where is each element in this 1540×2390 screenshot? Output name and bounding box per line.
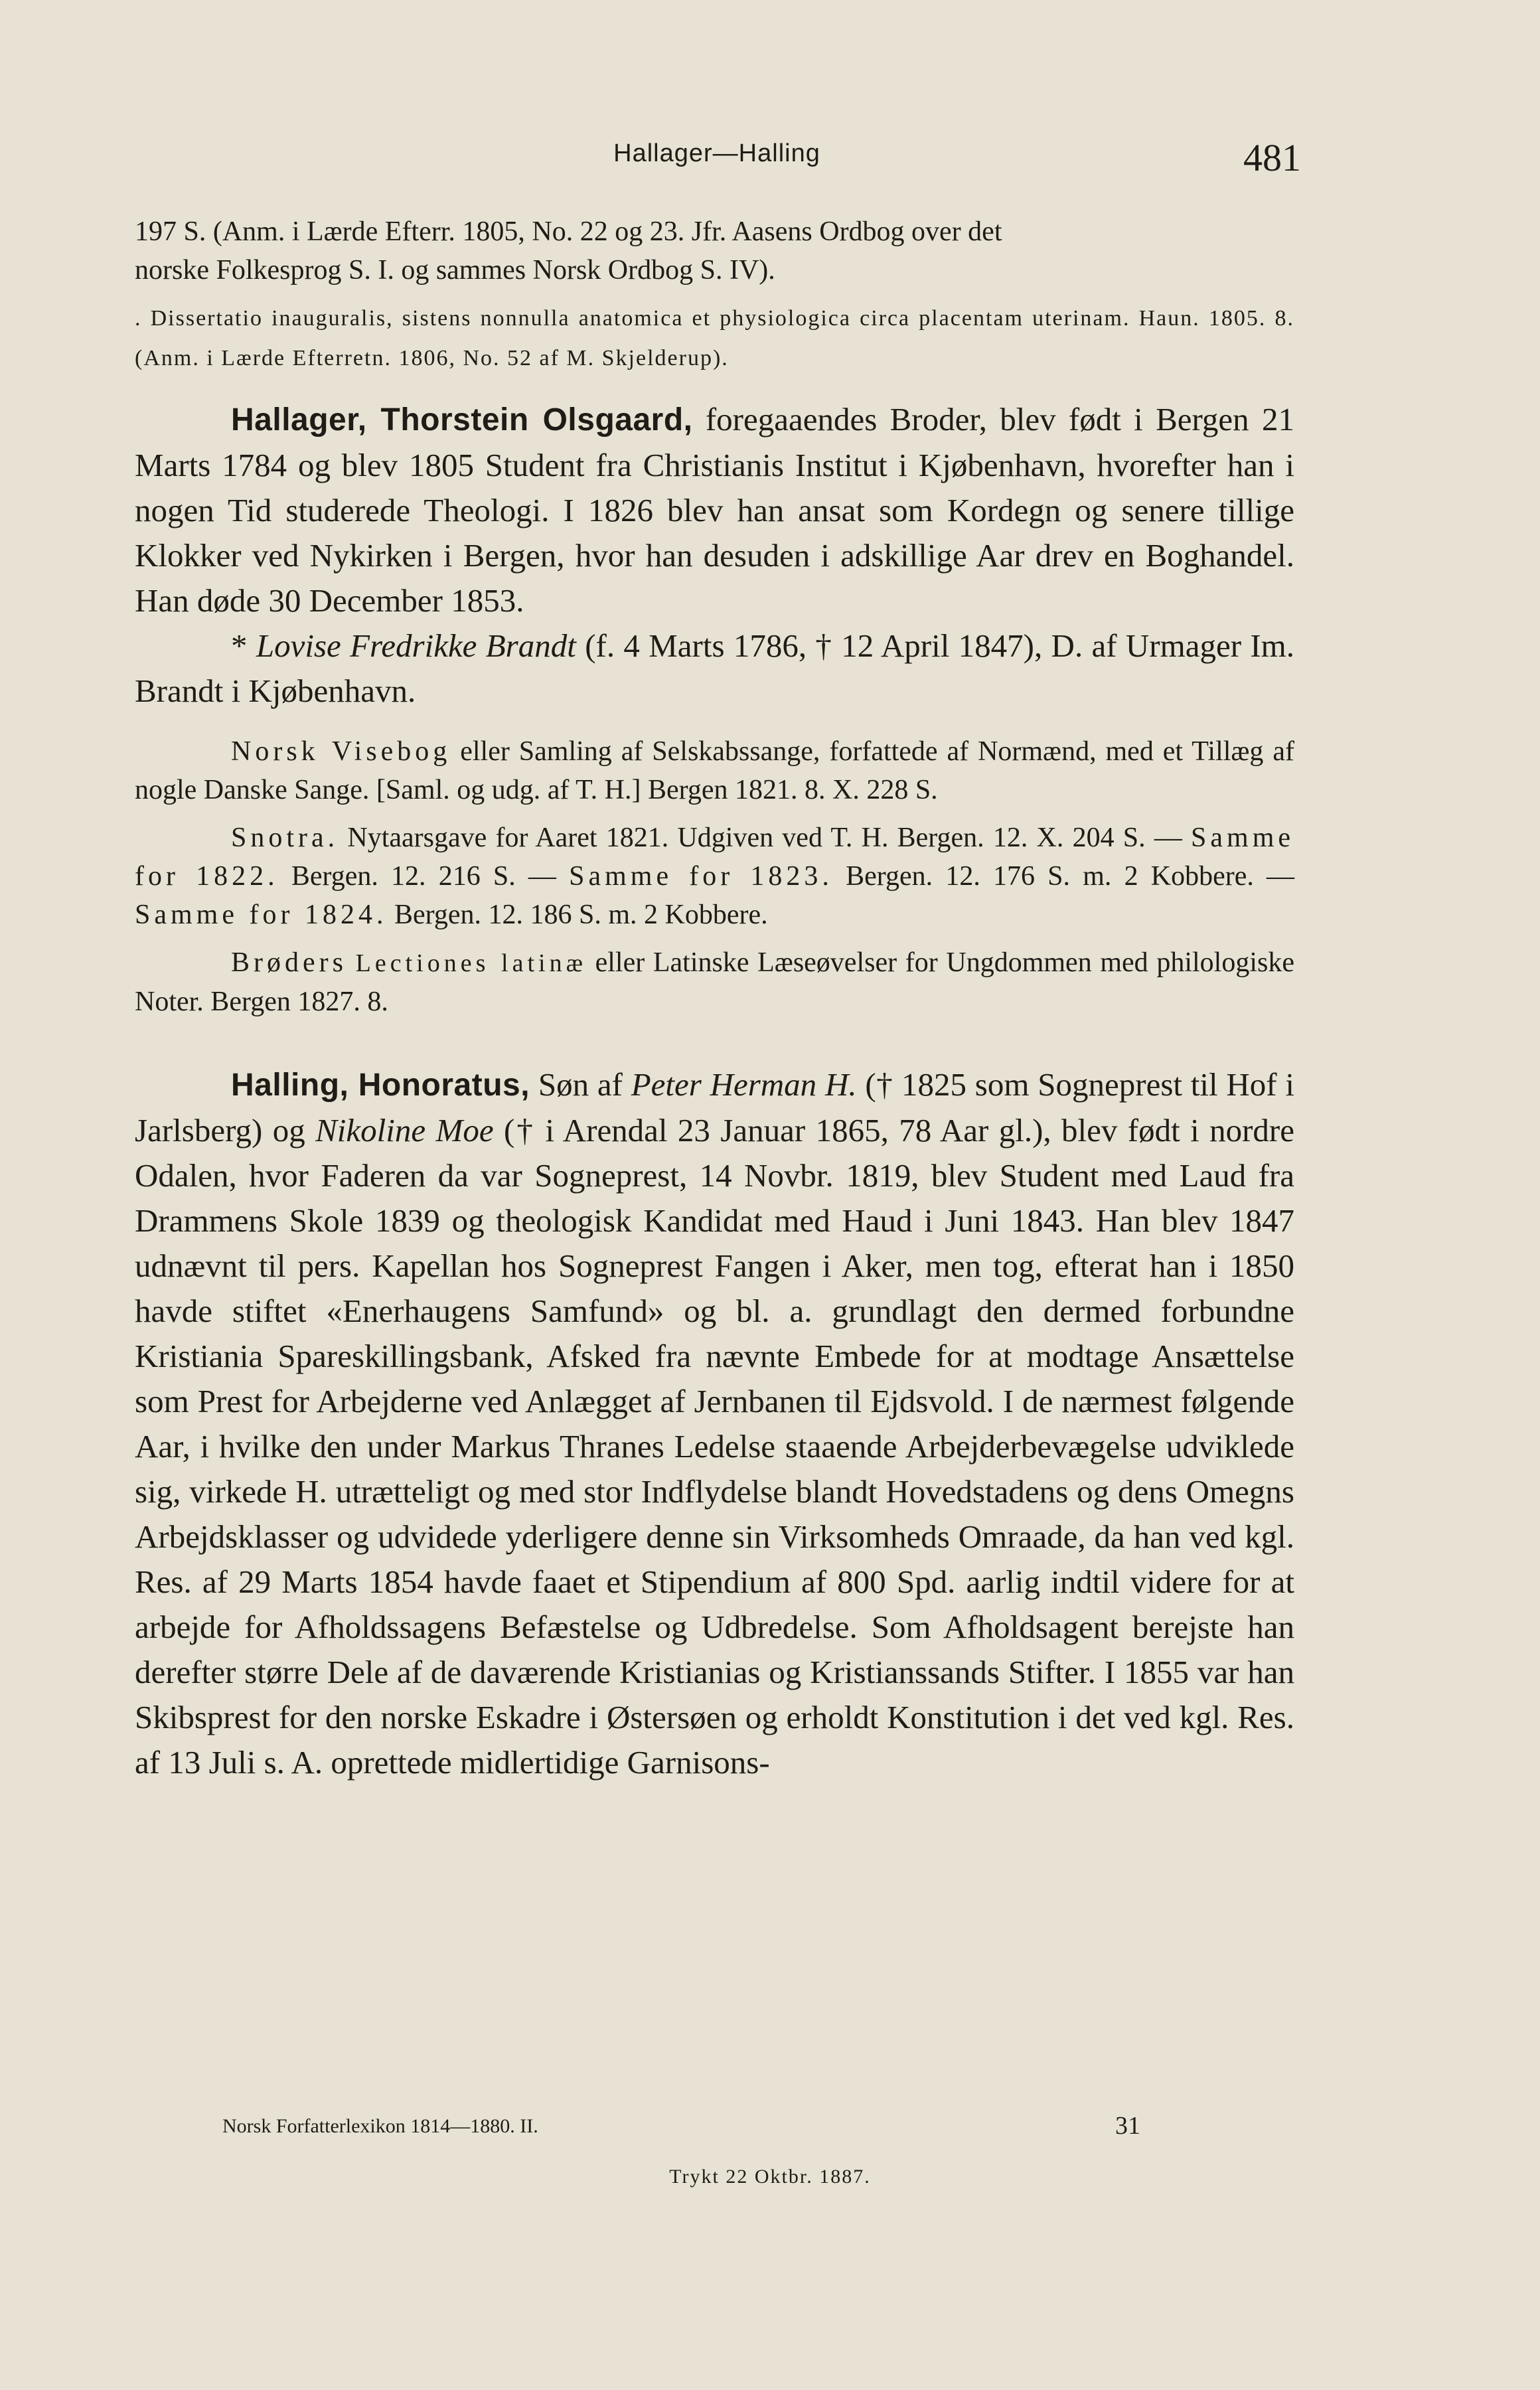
father-name: Peter Herman H. [631,1066,857,1103]
print-date: Trykt 22 Oktbr. 1887. [669,2166,871,2188]
work-description: Bergen. 12. 186 S. m. 2 Kobbere. [394,900,768,930]
work-title: Norsk Visebog [231,736,451,767]
work-sequel-title: Samme for 1822. [135,823,1295,892]
work-title: Snotra. [231,823,339,853]
entry-text: († 1825 som Sogneprest til Hof i Jarlsberg) og [135,1066,1294,1149]
spouse-text: (f. 4 Marts 1786, † 12 April 1847), D. af Urmager Im. Brandt i Kjøbenhavn. [135,627,1295,709]
work-description: Bergen. 12. 216 S. — [291,861,556,892]
dissertation-citation: . Dissertatio inauguralis, sistens nonnulla anatomica et physiologica circa placentam uterinam. Haun. 1805. 8. (Anm. i Lærde Efterretn. 1806, No. 52 af M. Skjelderup). [135,306,1294,370]
entry-text: († i Arendal 23 Januar 1865, 78 Aar gl.), blev født i nordre Odalen, hvor Faderen da var Sogneprest, 14 Novbr. 1819, blev Student med Laud fra Drammens Skole 1839 og theologisk Kandidat med Haud i Juni 1843. Han blev 1847 udnævnt til pers. Kapellan hos Sogneprest Fangen i Aker, men tog, efterat han i 1850 havde stiftet «Enerhaugens Samfund» og bl. a. grundlagt den dermed forbundne Kristiania Spareskillingsbank, Afsked fra nævnte Embede for at modtage Ansættelse som Prest for Arbejderne ved Anlægget af Jernbanen til Ejdsvold. I de nærmest følgende Aar, i hvilke den under Markus Thranes Ledelse staaende Arbejderbevægelse udviklede sig, virkede H. utrætteligt og med stor Indflydelse blandt Hovedstadens og dens Omegns Arbejdsklasser og udvidede yderligere denne sin Virksomheds Omraade, da han ved kgl. Res. af 29 Marts 1854 havde faaet et Stipendium af 800 Spd. aarlig indtil videre for at arbejde for Afholdssagens Befæstelse og Udbredelse. Som Afholdsagent berejste han derefter større Dele af de daværende Kristianias og Kristianssands Stifter. I 1855 var han Skibsprest for den norske Eskadre i Østersøen og erholdt Konstitution i det ved kgl. Res. af 13 Juli s. A. oprettede midlertidige Garnisons- [135,1112,1294,1781]
entry-heading: Hallager, Thorstein Olsgaard, [231,402,693,438]
citation-line-1: 197 S. (Anm. i Lærde Efterr. 1805, No. 22 og 23. Jfr. Aasens Ordbog over det [135,216,1002,247]
citation-line-2: norske Folkesprog S. I. og sammes Norsk Ordbog S. IV). [135,255,775,285]
entry-text: Søn af [538,1066,623,1103]
previous-entry-continuation [135,212,1294,378]
work-description: Nytaarsgave for Aaret 1821. Udgiven ved T. H. Bergen. 12. X. 204 S. — [347,823,1182,853]
work-author: Brøders [231,947,347,978]
page-footer [222,2112,1152,2140]
work-norsk-visebog [135,732,1294,809]
signature-mark: 31 [1115,2112,1140,2140]
spouse-marker: * [231,627,248,664]
work-title: Lectiones latinæ [355,949,587,977]
page-header [133,136,1301,179]
work-sequel-title: Samme for 1823. [569,861,833,892]
entry-paragraph [135,397,1294,623]
page-number: 481 [1243,136,1301,179]
work-description: eller Samling af Selskabssange, forfattede af Normænd, med et Tillæg af nogle Danske Sange. [Saml. og udg. af T. H.] Bergen 1821. 8. X. 228 S. [135,736,1294,805]
entry-heading: Halling, Honoratus, [231,1068,530,1103]
entry-paragraph [135,1062,1294,1785]
spouse-paragraph [135,623,1294,714]
work-description: Bergen. 12. 176 S. m. 2 Kobbere. — [846,861,1295,892]
book-title-footer: Norsk Forfatterlexikon 1814—1880. II. [222,2115,538,2137]
work-description: eller Latinske Læseøvelser for Ungdommen med philologiske Noter. Bergen 1827. 8. [135,947,1294,1017]
work-sequel-title: Samme for 1824. [135,900,388,930]
work-lectiones [135,943,1294,1021]
entry-halling-honoratus [135,1062,1294,1785]
page-content [135,212,1294,1785]
spouse-name: Lovise Fredrikke Brandt [256,627,576,664]
mother-name: Nikoline Moe [315,1112,494,1149]
running-head: Hallager—Halling [613,139,820,167]
entry-text: foregaaendes Broder, blev født i Bergen 21 Marts 1784 og blev 1805 Student fra Christianis Institut i Kjøbenhavn, hvorefter han i nogen Tid studerede Theologi. I 1826 blev han ansat som Kordegn og senere tillige Klokker ved Nykirken i Bergen, hvor han desuden i adskillige Aar drev en Boghandel. Han døde 30 December 1853. [135,401,1294,619]
entry-hallager-thorstein [135,397,1294,1021]
work-snotra [135,819,1294,934]
